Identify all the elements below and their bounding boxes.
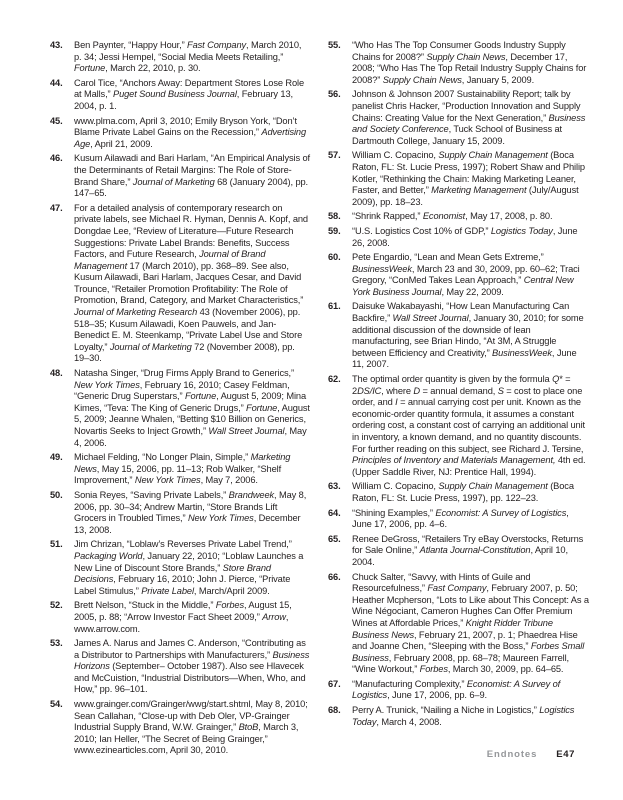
endnote-text: James A. Narus and James C. Anderson, “Contributing as a Distributor to Partnerships with Manufacturers,” Business Horizons (September– October 1987). Also see Hlavecek and McCuistion, “Industrial Distributors—When, Who, and How,” pp. 96–101. xyxy=(74,638,310,695)
endnote-entry xyxy=(328,301,590,371)
endnote-number: 64. xyxy=(328,507,341,518)
endnotes-columns xyxy=(50,40,590,760)
endnote-entry xyxy=(328,40,590,86)
endnote-text: Chuck Salter, “Savvy, with Hints of Guile and Resourcefulness,” Fast Company, February 2007, p. 50; Heather Mcpherson, “Lots to Like about This Concept: As a Wine Négociant, Cameron Hughes Can Offer Premium Wines at Affordable Prices,” Knight Ridder Tribune Business News, February 21, 2007, p. 1; Phaedrea Hise and Joanne Chen, “Sleeping with the Boss,” Forbes Small Business, February 2008, pp. 68–78; Maureen Farrell, “Wine Workout,” Forbes, March 30, 2009, pp. 64–65. xyxy=(352,571,589,675)
endnote-text: “Who Has The Top Consumer Goods Industry Supply Chains for 2008?” Supply Chain News, December 17, 2008; “Who Has The Top Retail Industry Supply Chains for 2008?” Supply Chain News, January 5, 2009. xyxy=(352,40,587,85)
endnote-text: William C. Copacino, Supply Chain Management (Boca Raton, FL: St. Lucie Press, 1997); Robert Shaw and Philip Kotler, “Rethinking the Chain: Making Marketing Leaner, Faster, and Better,” Marketing Management (July/August 2009), pp. 18–23. xyxy=(352,150,585,207)
endnote-text: Perry A. Trunick, “Nailing a Niche in Logistics,” Logistics Today, March 4, 2008. xyxy=(352,705,575,727)
endnote-entry xyxy=(328,572,590,676)
endnote-number: 51. xyxy=(50,539,63,550)
endnote-text: Jim Chrizan, “Loblaw’s Reverses Private Label Trend,” Packaging World, January 22, 2010; “Loblaw Launches a New Line of Discount Store Brands,” Store Brand Decisions, February 16, 2010; John J. Pierce, “Private Label Stimulus,” Private Label, March/April 2009. xyxy=(74,539,304,596)
endnote-number: 58. xyxy=(328,211,341,222)
endnote-text: www.grainger.com/Grainger/wwg/start.shtml, May 8, 2010; Sean Callahan, “Close-up with Deb Oler, VP-Grainger Industrial Supply Brand, W.W. Grainger,” BtoB, March 3, 2010; Ian Heller, “The Secret of Being Grainger,” www.ezinearticles.com, April 30, 2010. xyxy=(74,699,308,756)
endnote-text: Renee DeGross, “Retailers Try eBay Overstocks, Returns for Sale Online,” Atlanta Journal-Constitution, April 10, 2004. xyxy=(352,533,584,567)
endnote-entry xyxy=(50,699,311,757)
endnote-entry xyxy=(50,40,311,75)
endnote-text: For a detailed analysis of contemporary research on private labels, see Michael R. Hyman, Dennis A. Kopf, and Dongdae Lee, “Review of Literature—Future Research Suggestions: Private Label Brands: Benefits, Success Factors, and Future Research, Journal of Brand Management 17 (March 2010), pp. 368–89. See also, Kusum Ailawadi, Bari Harlam, Jacques Cesar, and David Trounce, “Retailer Promotion Profitability: The Role of Promotion, Brand, Category, and Market Characteristics,” Journal of Marketing Research 43 (November 2006), pp. 518–35; Kusum Ailawadi, Koen Pauwels, and Jan-Benedict E. M. Steenkamp, “Private Label Use and Store Loyalty,” Journal of Marketing 72 (November 2008), pp. 19–30. xyxy=(74,202,308,364)
endnote-text: Brett Nelson, “Stuck in the Middle,” Forbes, August 15, 2005, p. 88; “Arrow Investor Fact Sheet 2009,” Arrow, www.arrow.com. xyxy=(74,600,292,634)
endnote-number: 50. xyxy=(50,489,63,500)
endnote-entry xyxy=(328,89,590,147)
endnote-number: 45. xyxy=(50,115,63,126)
endnote-entry xyxy=(328,150,590,208)
endnote-number: 63. xyxy=(328,481,341,492)
endnote-text: www.plma.com, April 3, 2010; Emily Bryson York, “Don’t Blame Private Label Gains on the Recession,” Advertising Age, April 21, 2009. xyxy=(74,115,307,149)
endnote-text: Daisuke Wakabayashi, “How Lean Manufacturing Can Backfire,” Wall Street Journal, January 30, 2010; for some additional discussion of the downside of lean manufacturing, see Brian Hindo, “At 3M, A Struggle between Efficiency and Creativity,” BusinessWeek, June 11, 2007. xyxy=(352,301,584,370)
endnote-text: Michael Felding, “No Longer Plain, Simple,” Marketing News, May 15, 2006, pp. 11–13; Rob Walker, “Shelf Improvement,” New York Times, May 7, 2006. xyxy=(74,452,291,486)
endnote-number: 52. xyxy=(50,600,63,611)
footer-section-label: Endnotes xyxy=(486,749,538,760)
endnote-text: William C. Copacino, Supply Chain Management (Boca Raton, FL: St. Lucie Press, 1997), pp. 122–23. xyxy=(352,481,574,503)
page-footer xyxy=(487,749,575,760)
endnote-text: “Manufacturing Complexity,” Economist: A Survey of Logistics, June 17, 2006, pp. 6–9. xyxy=(352,678,561,701)
endnotes-column-left xyxy=(50,40,311,760)
endnote-number: 43. xyxy=(50,40,63,50)
endnote-number: 54. xyxy=(50,699,63,710)
endnote-entry xyxy=(328,252,590,298)
endnote-text: “Shrink Rapped,” Economist, May 17, 2008, p. 80. xyxy=(352,211,553,222)
endnote-number: 66. xyxy=(328,571,341,582)
endnote-number: 46. xyxy=(50,153,63,164)
endnote-entry xyxy=(50,539,311,597)
endnote-number: 60. xyxy=(328,252,341,263)
endnote-number: 44. xyxy=(50,77,63,88)
endnote-text: The optimal order quantity is given by the formula Q* = 2DS/IC, where D = annual demand, S = cost to place one order, and I = annual carrying cost per unit. Known as the economic-order quantity formula, it assumes a constant ordering cost, a constant cost of carrying an additional unit in inventory, a known demand, and no quantity discounts. For further reading on this subject, see Richard J. Tersine, Principles of Inventory and Materials Management, 4th ed. (Upper Saddle River, NJ: Prentice Hall, 1994). xyxy=(352,374,586,477)
endnote-entry xyxy=(50,116,311,151)
endnote-entry xyxy=(328,508,590,531)
endnote-entry xyxy=(50,78,311,113)
endnote-number: 47. xyxy=(50,202,63,213)
endnote-entry xyxy=(328,226,590,249)
endnote-number: 62. xyxy=(328,374,341,385)
endnote-number: 48. xyxy=(50,368,63,379)
endnote-entry xyxy=(328,534,590,569)
endnote-number: 67. xyxy=(328,678,341,689)
endnote-text: Carol Tice, “Anchors Away: Department Stores Lose Role at Malls,” Puget Sound Business Journal, February 13, 2004, p. 1. xyxy=(74,77,305,111)
endnote-text: Ben Paynter, “Happy Hour,” Fast Company, March 2010, p. 34; Jessi Hempel, “Social Media Meets Retailing,” Fortune, March 22, 2010, p. 30. xyxy=(74,40,302,74)
endnote-entry xyxy=(328,481,590,504)
endnote-text: “U.S. Logistics Cost 10% of GDP,” Logistics Today, June 26, 2008. xyxy=(352,225,578,248)
endnote-entry xyxy=(328,211,590,223)
endnote-text: Natasha Singer, “Drug Firms Apply Brand to Generics,” New York Times, February 16, 2010; Casey Feldman, “Generic Drug Superstars,” Fortune, August 5, 2009; Mina Kimes, “Teva: The King of Generic Drugs,” Fortune, August 5, 2009; Jeanne Whalen, “Betting $10 Billion on Generics, Novartis Seeks to Inject Growth,” Wall Street Journal, May 4, 2006. xyxy=(74,368,310,448)
endnote-number: 57. xyxy=(328,150,341,161)
endnote-text: Johnson & Johnson 2007 Sustainability Report; talk by panelist Chris Hacker, “Production Innovation and Supply Chains: Creating Value for the Next Generation,” Business and Society Conference, Tuck School of Business at Dartmouth College, January 15, 2009. xyxy=(352,89,586,146)
endnote-entry xyxy=(50,452,311,487)
endnote-entry xyxy=(50,368,311,449)
endnote-entry xyxy=(50,490,311,536)
endnote-entry xyxy=(50,600,311,635)
endnote-number: 53. xyxy=(50,638,63,649)
endnote-number: 61. xyxy=(328,301,341,312)
endnote-text: Pete Engardio, “Lean and Mean Gets Extreme,” BusinessWeek, March 23 and 30, 2009, pp. 60–62; Traci Gregory, “ConMed Takes Lean Approach,” Central New York Business Journal, May 22, 2009. xyxy=(352,252,580,297)
endnote-number: 68. xyxy=(328,705,341,716)
endnote-entry xyxy=(50,203,311,365)
endnote-text: “Shining Examples,” Economist: A Survey of Logistics, June 17, 2006, pp. 4–6. xyxy=(352,507,569,530)
endnote-text: Kusum Ailawadi and Bari Harlam, “An Empirical Analysis of the Determinants of Retail Margins: The Role of Store-Brand Share,” Journal of Marketing 68 (January 2004), pp. 147–65. xyxy=(74,153,311,199)
endnote-entry xyxy=(328,705,590,728)
endnote-number: 59. xyxy=(328,225,341,236)
endnote-entry xyxy=(50,638,311,696)
endnote-entry xyxy=(328,679,590,702)
endnote-number: 56. xyxy=(328,89,341,100)
endnote-text: Sonia Reyes, “Saving Private Labels,” Brandweek, May 8, 2006, pp. 30–34; Andrew Martin, “Store Brands Lift Grocers in Troubled Times,” New York Times, December 13, 2008. xyxy=(74,489,307,535)
endnote-entry xyxy=(328,374,590,478)
footer-page-number: E47 xyxy=(556,749,575,760)
endnote-entry xyxy=(50,153,311,199)
endnote-number: 49. xyxy=(50,452,63,463)
endnotes-column-right xyxy=(328,40,590,760)
endnote-number: 65. xyxy=(328,533,341,544)
endnote-number: 55. xyxy=(328,40,341,50)
